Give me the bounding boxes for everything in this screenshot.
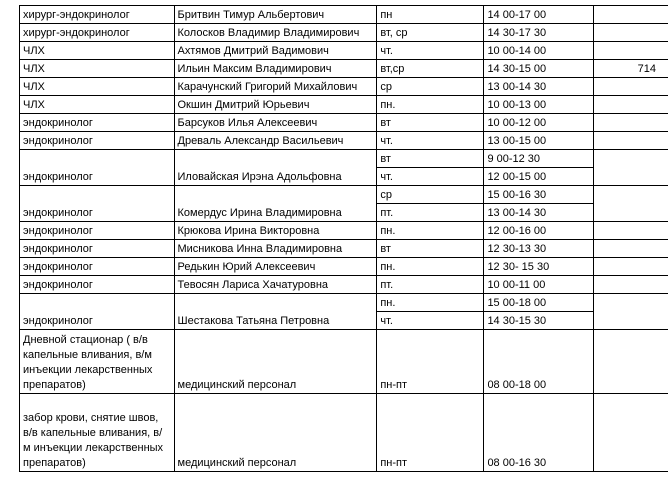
specialty-cell: эндокринолог xyxy=(20,150,175,186)
room-cell xyxy=(593,6,668,24)
doctor-cell: медицинский персонал xyxy=(174,330,377,394)
day-cell: чт. xyxy=(377,132,484,150)
table-row xyxy=(20,240,668,258)
room-cell: 714 xyxy=(593,60,668,78)
day-cell: вт xyxy=(377,114,484,132)
day-cell: пн-пт xyxy=(377,394,484,472)
table-row xyxy=(20,258,668,276)
time-cell: 10 00-12 00 xyxy=(484,114,594,132)
doctor-cell: Барсуков Илья Алексеевич xyxy=(174,114,377,132)
time-cell: 14 30-15 30 xyxy=(484,312,594,330)
room-cell xyxy=(593,222,668,240)
time-cell: 12 00-15 00 xyxy=(484,168,594,186)
day-cell: пн. xyxy=(377,222,484,240)
time-cell: 13 00-14 30 xyxy=(484,78,594,96)
day-cell: пн. xyxy=(377,96,484,114)
room-cell xyxy=(593,276,668,294)
day-cell: пн. xyxy=(377,258,484,276)
specialty-cell: эндокринолог xyxy=(20,222,175,240)
table-row xyxy=(20,394,668,472)
specialty-cell: ЧЛХ xyxy=(20,78,175,96)
doctor-cell: Колосков Владимир Владимирович xyxy=(174,24,377,42)
table-row xyxy=(20,6,668,24)
room-cell xyxy=(593,24,668,42)
doctor-cell: Тевосян Лариса Хачатуровна xyxy=(174,276,377,294)
room-cell xyxy=(593,394,668,472)
room-cell xyxy=(593,96,668,114)
time-cell: 10 00-14 00 xyxy=(484,42,594,60)
specialty-cell: эндокринолог xyxy=(20,132,175,150)
doctor-cell: Окшин Дмитрий Юрьевич xyxy=(174,96,377,114)
time-cell: 15 00-18 00 xyxy=(484,294,594,312)
time-cell: 14 30-17 30 xyxy=(484,24,594,42)
specialty-cell: хирург-эндокринолог xyxy=(20,24,175,42)
time-cell: 10 00-13 00 xyxy=(484,96,594,114)
day-cell: вт xyxy=(377,150,484,168)
day-cell: пт. xyxy=(377,276,484,294)
doctor-cell: Крюкова Ирина Викторовна xyxy=(174,222,377,240)
time-cell: 08 00-18 00 xyxy=(484,330,594,394)
day-cell: вт, ср xyxy=(377,24,484,42)
day-cell: пн-пт xyxy=(377,330,484,394)
day-cell: пт. xyxy=(377,204,484,222)
doctor-cell: Ильин Максим Владимирович xyxy=(174,60,377,78)
table-row xyxy=(20,294,668,312)
table-row xyxy=(20,330,668,394)
doctor-cell: Шестакова Татьяна Петровна xyxy=(174,294,377,330)
day-cell: чт. xyxy=(377,168,484,186)
specialty-cell: эндокринолог xyxy=(20,114,175,132)
specialty-cell: эндокринолог xyxy=(20,294,175,330)
specialty-cell: ЧЛХ xyxy=(20,60,175,78)
doctor-cell: Карачунский Григорий Михайлович xyxy=(174,78,377,96)
day-cell: вт xyxy=(377,240,484,258)
table-row xyxy=(20,276,668,294)
table-row xyxy=(20,60,668,78)
table-row xyxy=(20,150,668,168)
time-cell: 13 00-14 30 xyxy=(484,204,594,222)
time-cell: 12 00-16 00 xyxy=(484,222,594,240)
day-cell: ср xyxy=(377,186,484,204)
specialty-cell: ЧЛХ xyxy=(20,96,175,114)
day-cell: пн xyxy=(377,6,484,24)
specialty-cell: эндокринолог xyxy=(20,276,175,294)
doctor-cell: Древаль Александр Васильевич xyxy=(174,132,377,150)
room-cell xyxy=(593,114,668,132)
doctor-cell: Иловайская Ирэна Адольфовна xyxy=(174,150,377,186)
doctor-cell: Мисникова Инна Владимировна xyxy=(174,240,377,258)
specialty-cell: Дневной стационар ( в/в капельные вливания, в/м инъекции лекарственных препаратов) xyxy=(20,330,175,394)
time-cell: 13 00-15 00 xyxy=(484,132,594,150)
room-cell xyxy=(593,42,668,60)
day-cell: вт,ср xyxy=(377,60,484,78)
room-cell xyxy=(593,150,668,186)
time-cell: 15 00-16 30 xyxy=(484,186,594,204)
specialty-cell: забор крови, снятие швов, в/в капельные вливания, в/м инъекции лекарственных препаратов) xyxy=(20,394,175,472)
doctor-cell: Ахтямов Дмитрий Вадимович xyxy=(174,42,377,60)
table-row xyxy=(20,186,668,204)
table-row xyxy=(20,78,668,96)
specialty-cell: эндокринолог xyxy=(20,186,175,222)
day-cell: чт. xyxy=(377,42,484,60)
time-cell: 14 30-15 00 xyxy=(484,60,594,78)
specialty-cell: ЧЛХ xyxy=(20,42,175,60)
room-cell xyxy=(593,240,668,258)
specialty-cell: хирург-эндокринолог xyxy=(20,6,175,24)
specialty-cell: эндокринолог xyxy=(20,258,175,276)
table-row xyxy=(20,132,668,150)
room-cell xyxy=(593,78,668,96)
time-cell: 10 00-11 00 xyxy=(484,276,594,294)
time-cell: 12 30-13 30 xyxy=(484,240,594,258)
table-row xyxy=(20,42,668,60)
doctor-cell: Бритвин Тимур Альбертович xyxy=(174,6,377,24)
doctor-cell: медицинский персонал xyxy=(174,394,377,472)
day-cell: ср xyxy=(377,78,484,96)
schedule-body xyxy=(20,6,668,472)
room-cell xyxy=(593,258,668,276)
table-row xyxy=(20,222,668,240)
room-cell xyxy=(593,294,668,330)
doctor-cell: Редькин Юрий Алексеевич xyxy=(174,258,377,276)
table-row xyxy=(20,114,668,132)
room-cell xyxy=(593,330,668,394)
room-cell xyxy=(593,186,668,222)
table-row xyxy=(20,96,668,114)
day-cell: пн. xyxy=(377,294,484,312)
doctor-cell: Комердус Ирина Владимировна xyxy=(174,186,377,222)
room-cell xyxy=(593,132,668,150)
time-cell: 12 30- 15 30 xyxy=(484,258,594,276)
time-cell: 14 00-17 00 xyxy=(484,6,594,24)
specialty-cell: эндокринолог xyxy=(20,240,175,258)
day-cell: чт. xyxy=(377,312,484,330)
schedule-table xyxy=(19,5,668,472)
time-cell: 9 00-12 30 xyxy=(484,150,594,168)
table-row xyxy=(20,24,668,42)
time-cell: 08 00-16 30 xyxy=(484,394,594,472)
